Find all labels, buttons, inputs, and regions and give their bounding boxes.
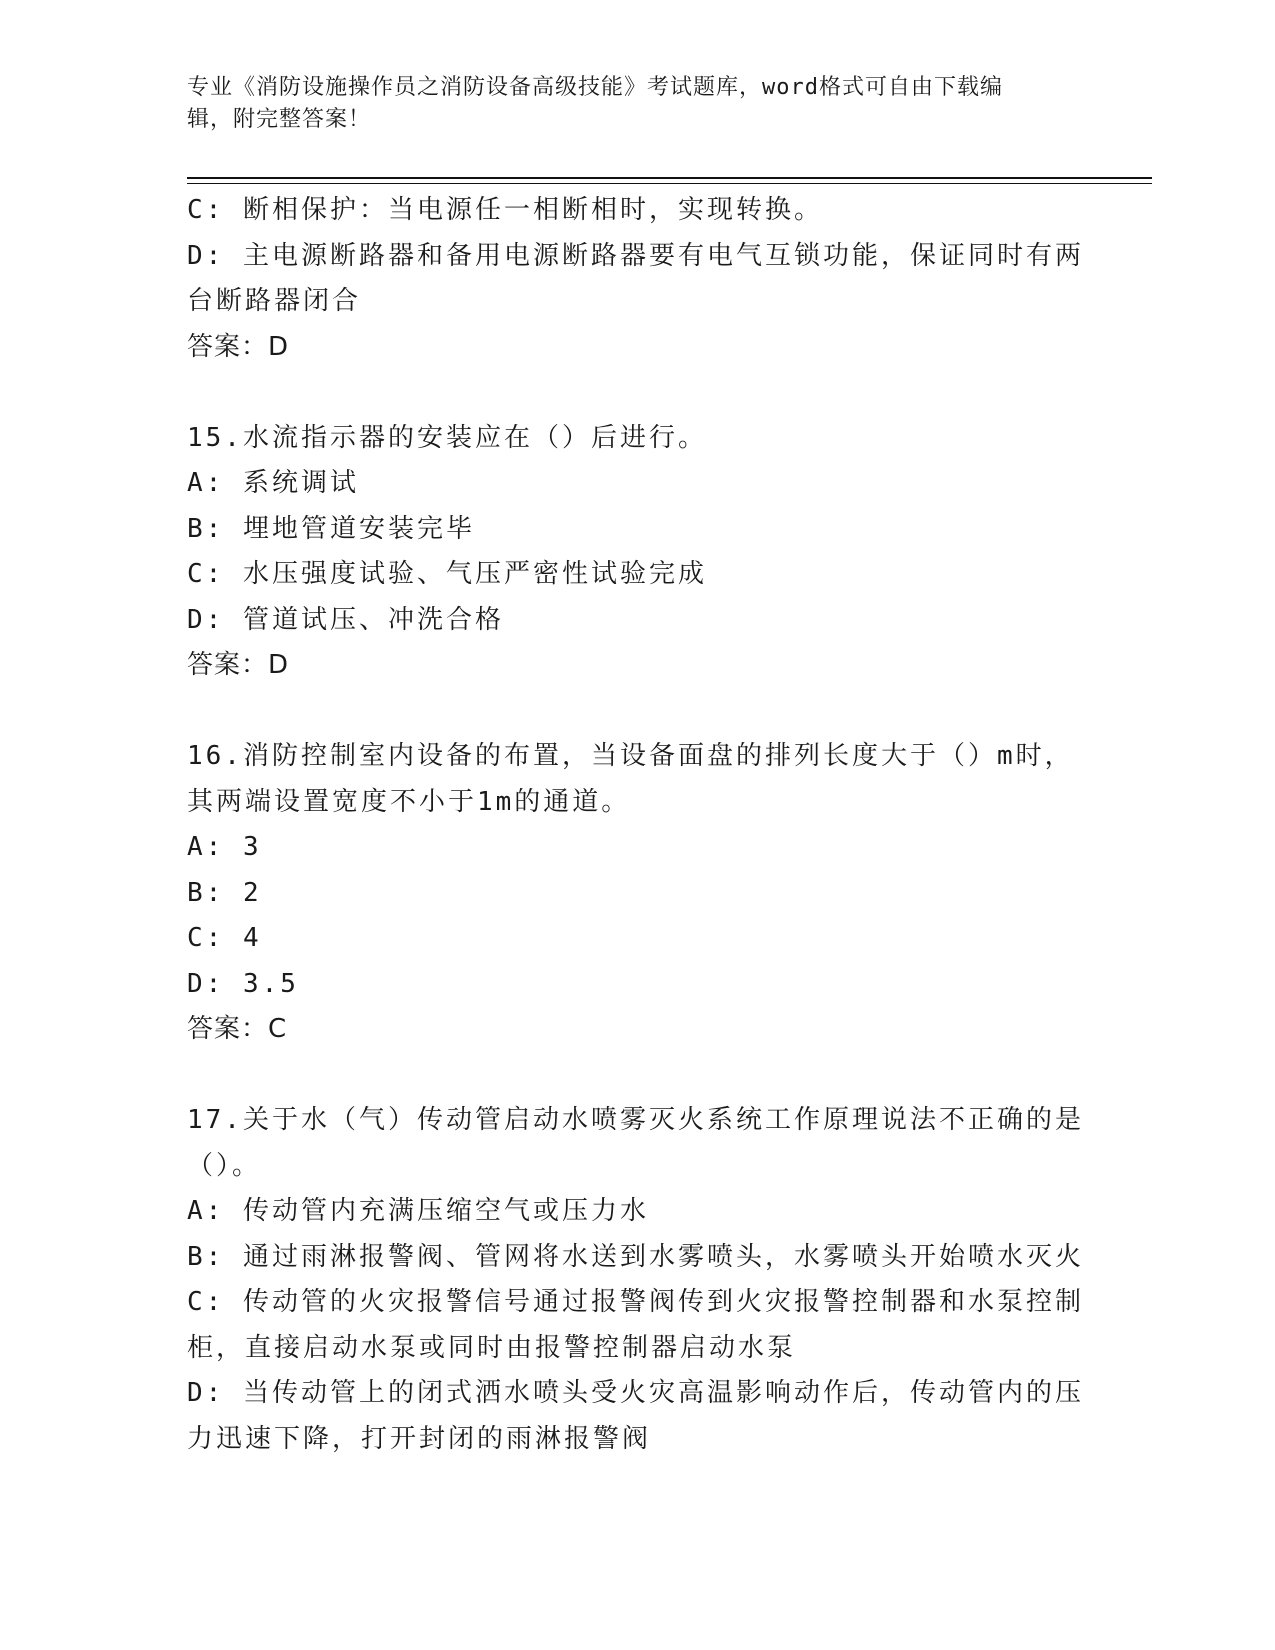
option-b: B: 通过雨淋报警阀、管网将水送到水雾喷头，水雾喷头开始喷水灭火 (187, 1241, 1084, 1272)
option-d-continued: 台断路器闭合 (187, 286, 362, 316)
header-line-2: 辑，附完整答案！ (187, 107, 372, 132)
option-d: D: 主电源断路器和备用电源断路器要有电气互锁功能，保证同时有两 (187, 240, 1084, 271)
option-c: C: 4 (187, 923, 262, 953)
option-d: D: 当传动管上的闭式洒水喷头受火灾高温影响动作后，传动管内的压 (187, 1378, 1084, 1408)
option-c: C: 断相保护：当电源任一相断相时，实现转换。 (187, 195, 823, 225)
question-list (187, 188, 1087, 1462)
header-divider-thin (187, 183, 1152, 184)
option-a: A: 3 (187, 832, 262, 862)
answer: 答案：D (187, 650, 290, 680)
header-divider-thick (187, 177, 1152, 179)
option-a: A: 系统调试 (187, 468, 359, 498)
option-c-continued: 柜，直接启动水泵或同时由报警控制器启动水泵 (187, 1332, 797, 1363)
question-14 (187, 188, 1087, 370)
option-b: B: 2 (187, 877, 262, 908)
option-c: C: 传动管的火灾报警信号通过报警阀传到火灾报警控制器和水泵控制 (187, 1287, 1084, 1317)
answer: 答案：C (187, 1014, 288, 1044)
spacer (187, 689, 1087, 735)
question-16 (187, 734, 1087, 1053)
question-stem: 17.关于水（气）传动管启动水喷雾灭火系统工作原理说法不正确的是 (187, 1105, 1084, 1135)
spacer (187, 370, 1087, 416)
spacer (187, 1053, 1087, 1099)
header-line-1: 专业《消防设施操作员之消防设备高级技能》考试题库，word格式可自由下载编 (187, 75, 1003, 100)
option-d: D: 管道试压、冲洗合格 (187, 604, 504, 635)
option-a: A: 传动管内充满压缩空气或压力水 (187, 1196, 649, 1226)
page-header (187, 72, 1067, 136)
option-d: D: 3.5 (187, 968, 299, 999)
question-stem: 16.消防控制室内设备的布置，当设备面盘的排列长度大于（）m时， (187, 741, 1074, 771)
question-stem-continued: （）。 (187, 1150, 262, 1181)
question-17 (187, 1098, 1087, 1462)
option-c: C: 水压强度试验、气压严密性试验完成 (187, 559, 707, 589)
question-stem: 15.水流指示器的安装应在（）后进行。 (187, 422, 707, 453)
answer: 答案：D (187, 331, 290, 362)
question-15 (187, 416, 1087, 689)
option-b: B: 埋地管道安装完毕 (187, 513, 475, 544)
option-d-continued: 力迅速下降，打开封闭的雨淋报警阀 (187, 1423, 652, 1454)
question-stem-continued: 其两端设置宽度不小于1m的通道。 (187, 786, 631, 817)
